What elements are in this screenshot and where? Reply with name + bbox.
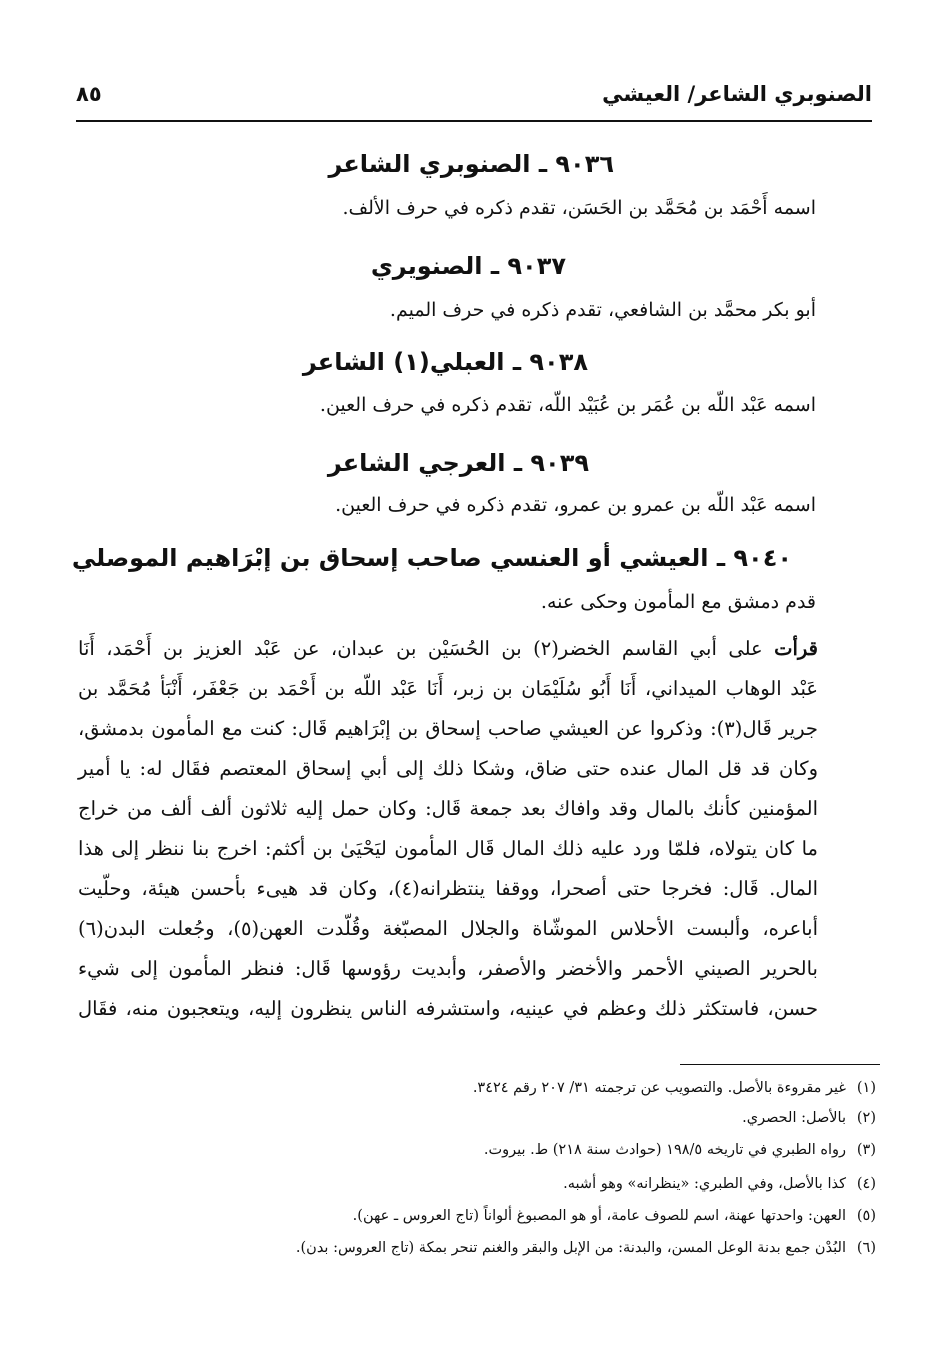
entry-title-9038: ٩٠٣٨ ـ العبلي(١) الشاعر [302,348,588,376]
paragraph-line-8: أباعره، وألبست الأحلاس الموشّاة والجلال المصبّغة وقُلّدت العهن(٥)، وجُعلت البدن(٦) [78,917,819,940]
footnote-6 [296,1240,876,1256]
footnote-4 [563,1176,876,1192]
footnote-text: البُدْن جمع بدنة الوعل المسن، والبدنة: من الإبل والبقر والغنم تنحر بمكة (تاج العروس: بدن). [295,1240,846,1256]
footnote-text: كذا بالأصل، وفي الطبري: «ينظرانه» وهو أشبه. [563,1176,846,1192]
paragraph-line-10: حسن، فاستكثر ذلك وعظم في عينيه، واستشرفه الناس ينظرون إليه، ويتعجبون منه، فقَال [78,997,818,1020]
paragraph-line-2: عَبْد الوهاب الميداني، أَنَا أَبُو سُلَيْمَان بن زبر، أَنَا عَبْد اللّه بن أَحْمَد بن جَعْفَر، أَنْبَأ مُحَمَّد بن [78,677,818,700]
footnote-number: (١) [856,1080,876,1096]
paragraph-line-6: ما كان يتولاه، فلمّا ورد عليه ذلك المال قَال المأمون ليَحْيَىٰ بن أكثم: اخرج بنا ننظر إلى هذا [78,837,818,860]
footnote-number: (٣) [856,1142,876,1158]
running-title: الصنوبري الشاعر/ العيشي [602,82,872,106]
paragraph-first-line: على أبي القاسم الخضر(٢) بن الحُسَيْن بن عبدان، عن عَبْد العزيز بن أَحْمَد، أَنَا [78,637,763,660]
entry-body-9040: قدم دمشق مع المأمون وحكى عنه. [540,591,816,613]
paragraph-lead: قرأت [774,637,818,660]
footnote-number: (٤) [856,1176,876,1192]
paragraph-line-1 [78,637,818,660]
paragraph-line-4: وكان قد قل المال عنده حتى ضاق، وشكا ذلك إلى أبي إسحاق المعتصم فقَال له: يا أمير [78,757,818,780]
paragraph-line-9: بالحرير الصيني الأحمر والأخضر والأصفر، وأبديت رؤوسها قَال: فنظر المأمون إلى شيء [78,957,818,980]
footnote-text: غير مقروءة بالأصل. والتصويب عن ترجمته ٣١/ ٢٠٧ رقم ٣٤٢٤. [472,1080,846,1096]
footnote-2 [742,1110,876,1126]
entry-body-9036: اسمه أَحْمَد بن مُحَمَّد بن الحَسَن، تقدم ذكره في حرف الألف. [342,197,816,219]
footnote-5 [353,1208,876,1224]
entry-title-9039: ٩٠٣٩ ـ العرجي الشاعر [327,449,589,477]
entry-body-9039: اسمه عَبْد اللّه بن عمرو بن عمرو، تقدم ذكره في حرف العين. [335,494,816,516]
footnote-text: العهن: واحدتها عهنة، اسم للصوف عامة، أو هو المصبوغ ألواناً (تاج العروس ـ عهن). [352,1208,846,1224]
footnote-1 [473,1080,876,1096]
footnote-text: بالأصل: الحصري. [742,1110,846,1126]
footnote-rule [680,1064,880,1065]
footnote-text: رواه الطبري في تاريخه ١٩٨/٥ (حوادث سنة ٢١٨) ط. بيروت. [483,1142,846,1158]
entry-body-9037: أبو بكر محمَّد بن الشافعي، تقدم ذكره في حرف الميم. [389,299,816,321]
paragraph-line-3: جرير قَال(٣): وذكروا عن العيشي صاحب إسحاق بن إبْرَاهيم قَال: كنت مع المأمون بدمشق، [78,717,818,740]
entry-title-9036: ٩٠٣٦ ـ الصنوبري الشاعر [328,150,614,178]
footnote-3 [484,1142,876,1158]
paragraph-line-7: المال. قَال: فخرجا حتى أصحرا، ووقفا ينتظرانه(٤)، وكان قد هيىء بأحسن هيئة، وحلّيت [78,877,819,900]
entry-title-9040: ٩٠٤٠ ـ العيشي أو العنسي صاحب إسحاق بن إبْرَاهيم الموصلي [71,544,792,572]
footnote-number: (٥) [856,1208,876,1224]
running-header [76,82,872,116]
entry-title-9037: ٩٠٣٧ ـ الصنويري [370,252,566,280]
footnote-number: (٢) [856,1110,876,1126]
page-number: ٨٥ [76,82,102,106]
footnote-number: (٦) [856,1240,876,1256]
entry-body-9038: اسمه عَبْد اللّه بن عُمَر بن عُبَيْد اللّه، تقدم ذكره في حرف العين. [319,394,816,416]
paragraph-line-5: المؤمنين كأنك بالمال وقد وافاك بعد جمعة قَال: وكان حمل إليه ثلاثون ألف ألف من خراج [78,797,818,820]
header-rule [76,120,872,122]
